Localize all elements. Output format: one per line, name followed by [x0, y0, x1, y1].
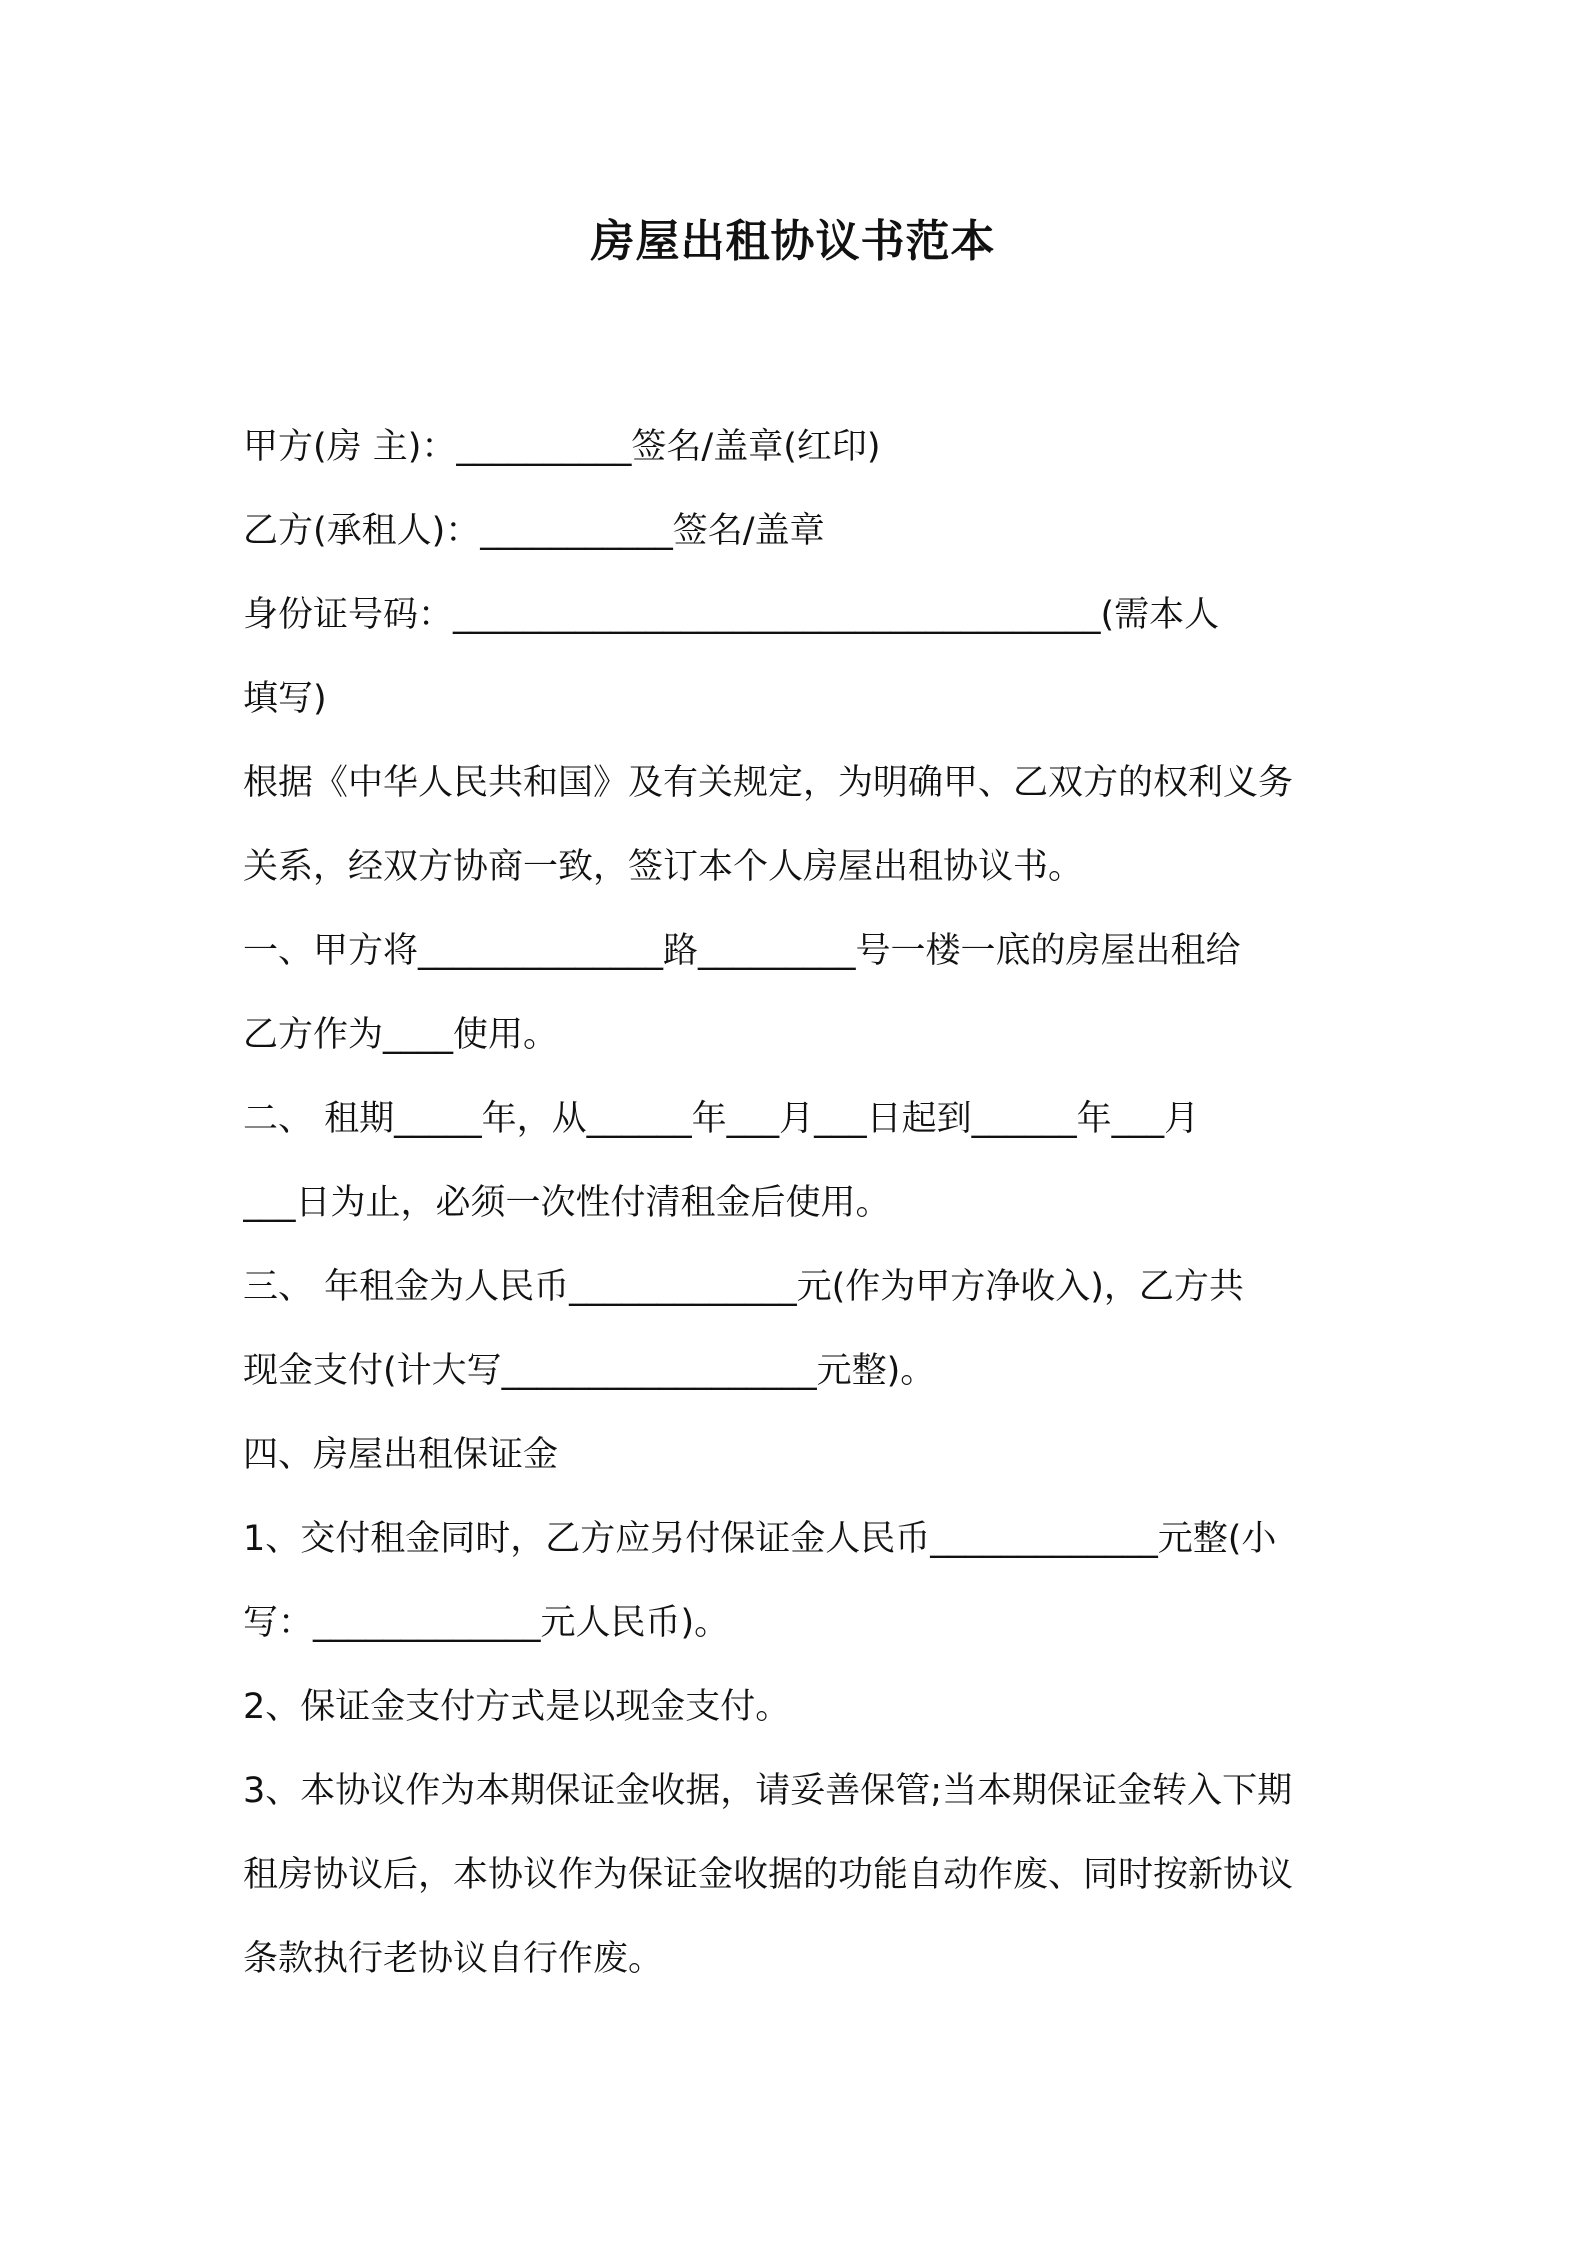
- document-body: [243, 405, 1353, 2001]
- party-b-line: 乙方(承租人)：___________签名/盖章: [243, 511, 825, 551]
- clause-1-line-1: 一、甲方将______________路_________号一楼一底的房屋出租给: [243, 931, 1241, 971]
- clause-3-line-1: 三、 年租金为人民币_____________元(作为甲方净收入)，乙方共: [243, 1267, 1244, 1307]
- clause-4-item-2: 2、保证金支付方式是以现金支付。: [243, 1687, 791, 1727]
- party-a-line: 甲方(房 主)：__________签名/盖章(红印): [243, 427, 881, 467]
- clause-1-line-2: 乙方作为____使用。: [243, 1015, 559, 1055]
- clause-2-line-1: 二、 租期_____年，从______年___月___日起到______年___月: [243, 1099, 1200, 1139]
- clause-4-item-1-line-1: 1、交付租金同时，乙方应另付保证金人民币_____________元整(小: [243, 1519, 1277, 1559]
- clause-4-item-3-line-2: 租房协议后，本协议作为保证金收据的功能自动作废、同时按新协议: [243, 1855, 1294, 1895]
- preamble-line-2: 关系，经双方协商一致，签订本个人房屋出租协议书。: [243, 847, 1084, 887]
- clause-3-line-2: 现金支付(计大写__________________元整)。: [243, 1351, 936, 1391]
- clause-4-heading: 四、房屋出租保证金: [243, 1435, 559, 1475]
- clause-4-item-1-line-2: 写：_____________元人民币)。: [243, 1603, 730, 1643]
- id-number-line-cont: 填写): [243, 679, 327, 719]
- clause-2-line-2: ___日为止，必须一次性付清租金后使用。: [243, 1183, 891, 1223]
- preamble-line-1: 根据《中华人民共和国》及有关规定，为明确甲、乙双方的权利义务: [243, 763, 1294, 803]
- id-number-line: 身份证号码：_____________________________________(需本人: [243, 595, 1220, 635]
- clause-4-item-3-line-1: 3、本协议作为本期保证金收据，请妥善保管;当本期保证金转入下期: [243, 1771, 1293, 1811]
- clause-4-item-3-line-3: 条款执行老协议自行作废。: [243, 1939, 664, 1979]
- document-title: 房屋出租协议书范本: [590, 216, 996, 267]
